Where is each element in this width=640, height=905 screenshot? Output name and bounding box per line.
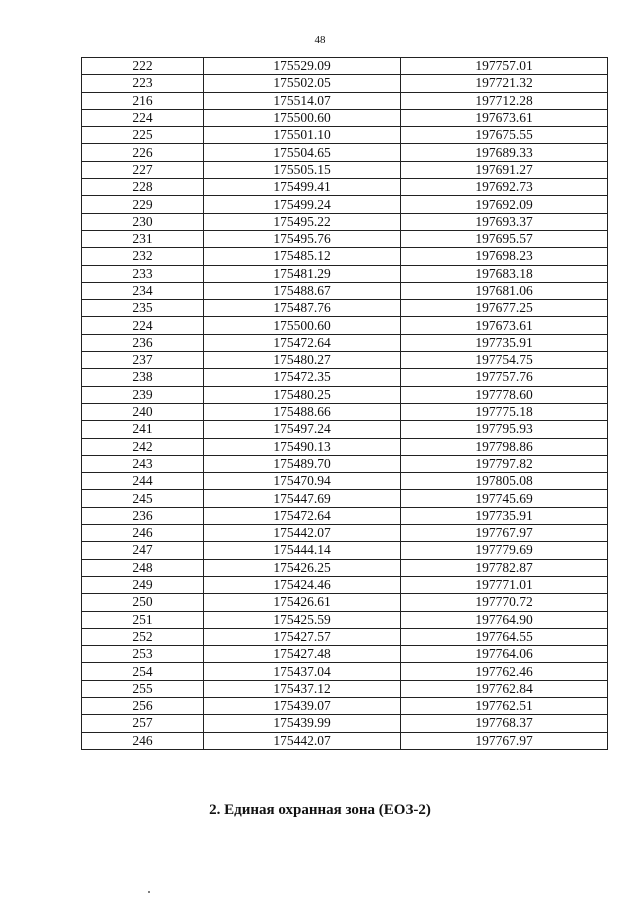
x-coordinate-cell: 175500.60 xyxy=(204,317,401,334)
table-row xyxy=(82,732,608,749)
table-row xyxy=(82,421,608,438)
x-coordinate-cell: 175447.69 xyxy=(204,490,401,507)
x-coordinate-cell: 175499.41 xyxy=(204,179,401,196)
y-coordinate-cell: 197767.97 xyxy=(401,525,608,542)
point-number-cell: 222 xyxy=(82,58,204,75)
y-coordinate-cell: 197757.01 xyxy=(401,58,608,75)
point-number-cell: 235 xyxy=(82,300,204,317)
x-coordinate-cell: 175505.15 xyxy=(204,161,401,178)
x-coordinate-cell: 175425.59 xyxy=(204,611,401,628)
y-coordinate-cell: 197771.01 xyxy=(401,576,608,593)
y-coordinate-cell: 197698.23 xyxy=(401,248,608,265)
table-row xyxy=(82,127,608,144)
point-number-cell: 224 xyxy=(82,109,204,126)
table-row xyxy=(82,628,608,645)
table-row xyxy=(82,248,608,265)
x-coordinate-cell: 175437.12 xyxy=(204,680,401,697)
y-coordinate-cell: 197762.46 xyxy=(401,663,608,680)
x-coordinate-cell: 175495.76 xyxy=(204,230,401,247)
y-coordinate-cell: 197798.86 xyxy=(401,438,608,455)
table-row xyxy=(82,490,608,507)
y-coordinate-cell: 197675.55 xyxy=(401,127,608,144)
point-number-cell: 226 xyxy=(82,144,204,161)
table-row xyxy=(82,386,608,403)
table-row xyxy=(82,455,608,472)
point-number-cell: 244 xyxy=(82,473,204,490)
point-number-cell: 224 xyxy=(82,317,204,334)
x-coordinate-cell: 175470.94 xyxy=(204,473,401,490)
point-number-cell: 248 xyxy=(82,559,204,576)
y-coordinate-cell: 197757.76 xyxy=(401,369,608,386)
table-row xyxy=(82,473,608,490)
x-coordinate-cell: 175488.66 xyxy=(204,403,401,420)
table-row xyxy=(82,403,608,420)
x-coordinate-cell: 175442.07 xyxy=(204,732,401,749)
table-row xyxy=(82,680,608,697)
table-row xyxy=(82,282,608,299)
point-number-cell: 223 xyxy=(82,75,204,92)
point-number-cell: 236 xyxy=(82,334,204,351)
y-coordinate-cell: 197673.61 xyxy=(401,109,608,126)
point-number-cell: 228 xyxy=(82,179,204,196)
x-coordinate-cell: 175442.07 xyxy=(204,525,401,542)
x-coordinate-cell: 175480.25 xyxy=(204,386,401,403)
point-number-cell: 246 xyxy=(82,732,204,749)
table-row xyxy=(82,594,608,611)
x-coordinate-cell: 175472.35 xyxy=(204,369,401,386)
table-row xyxy=(82,697,608,714)
y-coordinate-cell: 197693.37 xyxy=(401,213,608,230)
y-coordinate-cell: 197764.06 xyxy=(401,646,608,663)
table-row xyxy=(82,438,608,455)
point-number-cell: 253 xyxy=(82,646,204,663)
y-coordinate-cell: 197764.90 xyxy=(401,611,608,628)
table-row xyxy=(82,230,608,247)
point-number-cell: 251 xyxy=(82,611,204,628)
y-coordinate-cell: 197754.75 xyxy=(401,352,608,369)
x-coordinate-cell: 175427.57 xyxy=(204,628,401,645)
table-row xyxy=(82,58,608,75)
table-row xyxy=(82,507,608,524)
point-number-cell: 240 xyxy=(82,403,204,420)
point-number-cell: 225 xyxy=(82,127,204,144)
y-coordinate-cell: 197767.97 xyxy=(401,732,608,749)
y-coordinate-cell: 197805.08 xyxy=(401,473,608,490)
point-number-cell: 237 xyxy=(82,352,204,369)
x-coordinate-cell: 175500.60 xyxy=(204,109,401,126)
point-number-cell: 256 xyxy=(82,697,204,714)
table-row xyxy=(82,213,608,230)
y-coordinate-cell: 197764.55 xyxy=(401,628,608,645)
table-row xyxy=(82,352,608,369)
y-coordinate-cell: 197745.69 xyxy=(401,490,608,507)
table-row xyxy=(82,611,608,628)
x-coordinate-cell: 175488.67 xyxy=(204,282,401,299)
x-coordinate-cell: 175495.22 xyxy=(204,213,401,230)
coordinates-table-body xyxy=(82,58,608,750)
point-number-cell: 233 xyxy=(82,265,204,282)
point-number-cell: 216 xyxy=(82,92,204,109)
y-coordinate-cell: 197775.18 xyxy=(401,403,608,420)
x-coordinate-cell: 175489.70 xyxy=(204,455,401,472)
table-row xyxy=(82,576,608,593)
point-number-cell: 238 xyxy=(82,369,204,386)
point-number-cell: 252 xyxy=(82,628,204,645)
x-coordinate-cell: 175504.65 xyxy=(204,144,401,161)
table-row xyxy=(82,334,608,351)
x-coordinate-cell: 175424.46 xyxy=(204,576,401,593)
y-coordinate-cell: 197692.09 xyxy=(401,196,608,213)
y-coordinate-cell: 197778.60 xyxy=(401,386,608,403)
x-coordinate-cell: 175499.24 xyxy=(204,196,401,213)
x-coordinate-cell: 175502.05 xyxy=(204,75,401,92)
section-heading: 2. Единая охранная зона (ЕОЗ-2) xyxy=(209,802,431,818)
point-number-cell: 250 xyxy=(82,594,204,611)
x-coordinate-cell: 175444.14 xyxy=(204,542,401,559)
scan-speck xyxy=(148,891,150,893)
x-coordinate-cell: 175497.24 xyxy=(204,421,401,438)
table-row xyxy=(82,559,608,576)
point-number-cell: 254 xyxy=(82,663,204,680)
coordinates-table xyxy=(81,57,608,750)
y-coordinate-cell: 197795.93 xyxy=(401,421,608,438)
table-row xyxy=(82,525,608,542)
x-coordinate-cell: 175439.07 xyxy=(204,697,401,714)
point-number-cell: 230 xyxy=(82,213,204,230)
table-row xyxy=(82,715,608,732)
y-coordinate-cell: 197735.91 xyxy=(401,334,608,351)
point-number-cell: 227 xyxy=(82,161,204,178)
y-coordinate-cell: 197712.28 xyxy=(401,92,608,109)
point-number-cell: 236 xyxy=(82,507,204,524)
table-row xyxy=(82,317,608,334)
table-row xyxy=(82,144,608,161)
y-coordinate-cell: 197779.69 xyxy=(401,542,608,559)
table-row xyxy=(82,109,608,126)
x-coordinate-cell: 175426.61 xyxy=(204,594,401,611)
table-row xyxy=(82,369,608,386)
point-number-cell: 245 xyxy=(82,490,204,507)
point-number-cell: 242 xyxy=(82,438,204,455)
x-coordinate-cell: 175439.99 xyxy=(204,715,401,732)
x-coordinate-cell: 175501.10 xyxy=(204,127,401,144)
point-number-cell: 241 xyxy=(82,421,204,438)
x-coordinate-cell: 175490.13 xyxy=(204,438,401,455)
table-row xyxy=(82,92,608,109)
table-row xyxy=(82,75,608,92)
point-number-cell: 249 xyxy=(82,576,204,593)
point-number-cell: 243 xyxy=(82,455,204,472)
x-coordinate-cell: 175480.27 xyxy=(204,352,401,369)
y-coordinate-cell: 197770.72 xyxy=(401,594,608,611)
y-coordinate-cell: 197762.51 xyxy=(401,697,608,714)
x-coordinate-cell: 175427.48 xyxy=(204,646,401,663)
y-coordinate-cell: 197692.73 xyxy=(401,179,608,196)
y-coordinate-cell: 197782.87 xyxy=(401,559,608,576)
table-row xyxy=(82,663,608,680)
table-row xyxy=(82,300,608,317)
point-number-cell: 257 xyxy=(82,715,204,732)
point-number-cell: 229 xyxy=(82,196,204,213)
table-row xyxy=(82,265,608,282)
point-number-cell: 247 xyxy=(82,542,204,559)
y-coordinate-cell: 197797.82 xyxy=(401,455,608,472)
point-number-cell: 239 xyxy=(82,386,204,403)
x-coordinate-cell: 175426.25 xyxy=(204,559,401,576)
y-coordinate-cell: 197691.27 xyxy=(401,161,608,178)
x-coordinate-cell: 175529.09 xyxy=(204,58,401,75)
x-coordinate-cell: 175472.64 xyxy=(204,507,401,524)
point-number-cell: 255 xyxy=(82,680,204,697)
y-coordinate-cell: 197721.32 xyxy=(401,75,608,92)
x-coordinate-cell: 175437.04 xyxy=(204,663,401,680)
point-number-cell: 246 xyxy=(82,525,204,542)
x-coordinate-cell: 175485.12 xyxy=(204,248,401,265)
table-row xyxy=(82,179,608,196)
y-coordinate-cell: 197768.37 xyxy=(401,715,608,732)
x-coordinate-cell: 175481.29 xyxy=(204,265,401,282)
y-coordinate-cell: 197695.57 xyxy=(401,230,608,247)
table-row xyxy=(82,161,608,178)
point-number-cell: 232 xyxy=(82,248,204,265)
y-coordinate-cell: 197673.61 xyxy=(401,317,608,334)
point-number-cell: 234 xyxy=(82,282,204,299)
y-coordinate-cell: 197762.84 xyxy=(401,680,608,697)
table-row xyxy=(82,646,608,663)
point-number-cell: 231 xyxy=(82,230,204,247)
table-row xyxy=(82,542,608,559)
x-coordinate-cell: 175472.64 xyxy=(204,334,401,351)
y-coordinate-cell: 197681.06 xyxy=(401,282,608,299)
y-coordinate-cell: 197683.18 xyxy=(401,265,608,282)
x-coordinate-cell: 175514.07 xyxy=(204,92,401,109)
x-coordinate-cell: 175487.76 xyxy=(204,300,401,317)
y-coordinate-cell: 197677.25 xyxy=(401,300,608,317)
y-coordinate-cell: 197735.91 xyxy=(401,507,608,524)
table-row xyxy=(82,196,608,213)
page-number: 48 xyxy=(314,34,326,46)
y-coordinate-cell: 197689.33 xyxy=(401,144,608,161)
